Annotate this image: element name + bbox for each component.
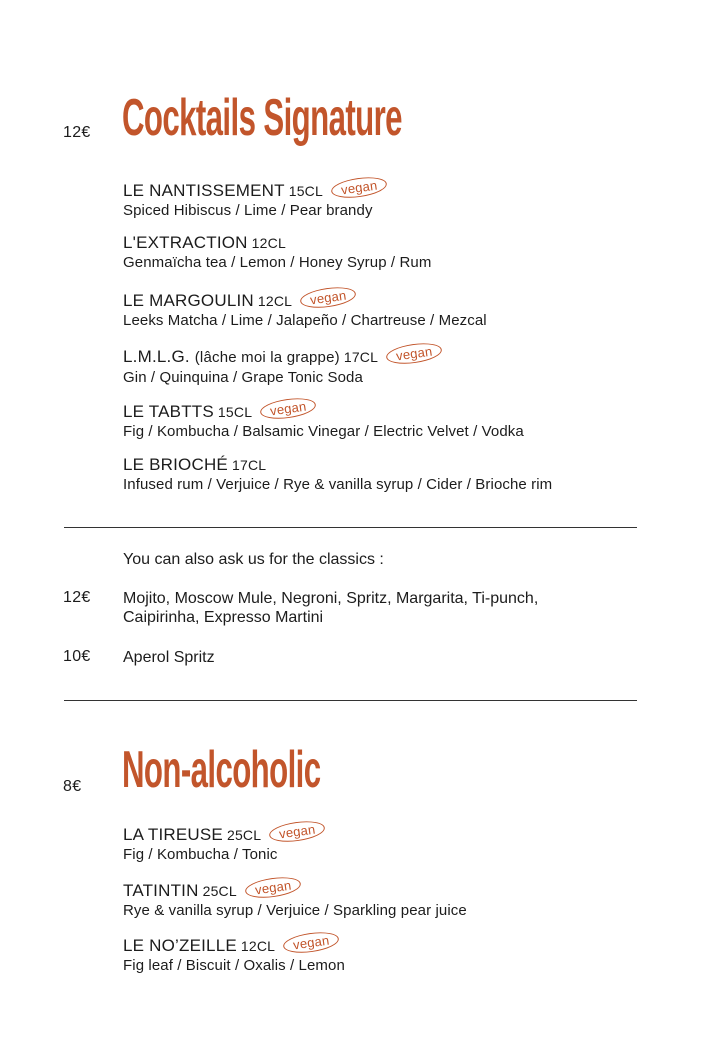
classics-price-1: 12€ bbox=[63, 589, 91, 606]
menu-item bbox=[123, 344, 443, 387]
item-volume: 15CL bbox=[217, 404, 253, 420]
menu-item bbox=[123, 399, 524, 441]
item-name-line bbox=[123, 878, 467, 901]
item-description: Infused rum / Verjuice / Rye & vanilla syrup / Cider / Brioche rim bbox=[123, 476, 553, 493]
item-volume: 15CL bbox=[288, 183, 323, 199]
classics-intro: You can also ask us for the classics : bbox=[123, 551, 384, 568]
vegan-badge: vegan bbox=[244, 874, 303, 901]
classics-line-1: Mojito, Moscow Mule, Negroni, Spritz, Margarita, Ti-punch, bbox=[123, 590, 539, 607]
menu-item bbox=[123, 933, 345, 975]
vegan-badge: vegan bbox=[268, 818, 327, 845]
item-description: Leeks Matcha / Lime / Jalapeño / Chartreuse / Mezcal bbox=[123, 312, 487, 329]
cocktails-price: 12€ bbox=[63, 124, 91, 141]
item-name-line bbox=[123, 455, 552, 475]
menu-item bbox=[123, 233, 431, 272]
menu-item bbox=[123, 822, 326, 864]
item-name: TATINTIN bbox=[123, 881, 199, 900]
item-description: Fig leaf / Biscuit / Oxalis / Lemon bbox=[123, 957, 345, 974]
item-description: Rye & vanilla syrup / Verjuice / Sparkling pear juice bbox=[123, 902, 467, 919]
item-name-line bbox=[123, 822, 326, 845]
item-volume: 12CL bbox=[257, 293, 293, 309]
item-volume: 12CL bbox=[240, 938, 276, 954]
item-volume: 25CL bbox=[226, 827, 262, 843]
item-volume: 17CL bbox=[343, 349, 379, 365]
nonalcoholic-section-title: Non-alcoholic bbox=[122, 741, 321, 799]
item-volume: 25CL bbox=[202, 883, 237, 899]
item-name-line bbox=[123, 233, 431, 253]
item-name-line bbox=[123, 178, 387, 201]
item-volume: 17CL bbox=[231, 457, 267, 473]
item-name: L.M.L.G. bbox=[123, 347, 195, 366]
item-name: LE BRIOCHÉ bbox=[123, 455, 228, 474]
item-subtitle: (lâche moi la grappe) bbox=[194, 349, 340, 366]
item-volume: 12CL bbox=[251, 235, 286, 251]
divider-bottom bbox=[64, 700, 637, 701]
vegan-badge: vegan bbox=[259, 395, 318, 422]
item-name: L'EXTRACTION bbox=[123, 233, 248, 252]
item-name-line bbox=[123, 399, 524, 422]
classics-aperol: Aperol Spritz bbox=[123, 649, 215, 666]
menu-item bbox=[123, 178, 387, 220]
menu-item bbox=[123, 288, 487, 330]
vegan-badge: vegan bbox=[330, 174, 389, 201]
menu-item bbox=[123, 455, 552, 494]
item-name-line bbox=[123, 933, 345, 956]
item-description: Spiced Hibiscus / Lime / Pear brandy bbox=[123, 202, 373, 219]
classics-line-2: Caipirinha, Expresso Martini bbox=[123, 609, 324, 626]
item-name: LE MARGOULIN bbox=[123, 291, 254, 310]
item-name: LE NO’ZEILLE bbox=[123, 936, 237, 955]
item-description: Gin / Quinquina / Grape Tonic Soda bbox=[123, 369, 363, 386]
vegan-badge: vegan bbox=[385, 340, 444, 367]
vegan-badge: vegan bbox=[282, 929, 341, 956]
classics-price-2: 10€ bbox=[63, 648, 91, 665]
item-name-line bbox=[123, 344, 443, 368]
vegan-badge: vegan bbox=[299, 284, 358, 311]
nonalcoholic-price: 8€ bbox=[63, 778, 82, 795]
item-name-line bbox=[123, 288, 487, 311]
item-name: LE TABTTS bbox=[123, 402, 214, 421]
item-name: LA TIREUSE bbox=[123, 825, 223, 844]
item-description: Fig / Kombucha / Balsamic Vinegar / Electric Velvet / Vodka bbox=[123, 423, 524, 440]
cocktails-section-title: Cocktails Signature bbox=[122, 89, 402, 147]
item-description: Fig / Kombucha / Tonic bbox=[123, 846, 278, 863]
item-name: LE NANTISSEMENT bbox=[123, 181, 285, 200]
item-description: Genmaïcha tea / Lemon / Honey Syrup / Rum bbox=[123, 254, 432, 271]
menu-item bbox=[123, 878, 467, 920]
divider-top bbox=[64, 527, 637, 528]
